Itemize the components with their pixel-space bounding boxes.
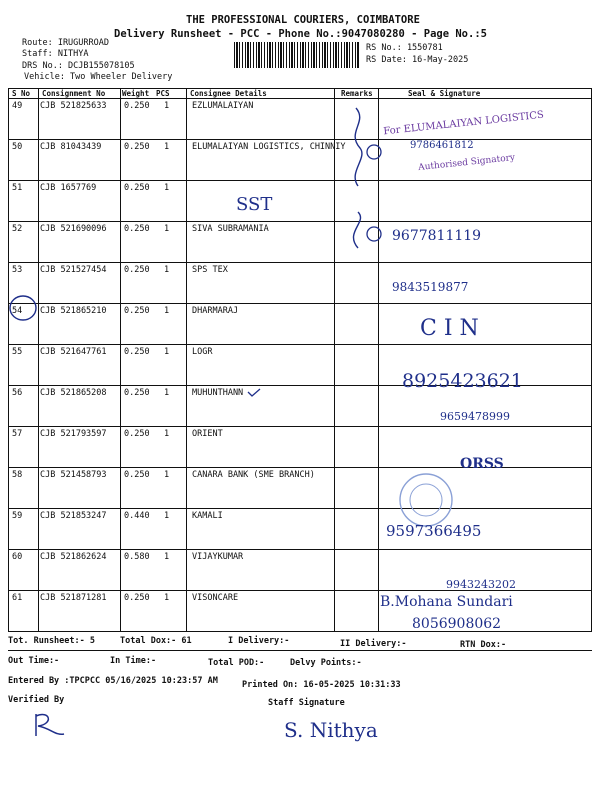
row-consignee: SPS TEX — [192, 265, 228, 275]
row-pcs: 1 — [164, 429, 170, 439]
row-pcs: 1 — [164, 224, 170, 234]
handwritten-name-61: B.Mohana Sundari — [380, 594, 513, 610]
row-sno: 56 — [12, 388, 23, 398]
handwritten-phone-57: 9659478999 — [440, 410, 510, 423]
row-consignment-no: CJB 521527454 — [40, 265, 107, 275]
handwritten-phone-60: 9943243202 — [446, 578, 516, 591]
col-weight-header: Weight — [122, 89, 150, 98]
table-row — [8, 263, 592, 305]
row-sno: 52 — [12, 224, 23, 234]
handwritten-phone-52: 9677811119 — [392, 228, 482, 244]
row-weight: 0.250 — [124, 306, 150, 316]
drs-number: DRS No.: DCJB155078105 — [22, 61, 135, 71]
row-consignment-no: CJB 521865208 — [40, 388, 107, 398]
row-pcs: 1 — [164, 183, 170, 193]
col-consignment-header: Consignment No — [42, 89, 106, 98]
row-pcs: 1 — [164, 101, 170, 111]
staff-label: Staff: NITHYA — [22, 49, 89, 59]
row-weight: 0.250 — [124, 388, 150, 398]
in-time: In Time:- — [110, 656, 157, 666]
row-pcs: 1 — [164, 511, 170, 521]
table-row — [8, 509, 592, 551]
row-consignment-no: CJB 521865210 — [40, 306, 107, 316]
handwritten-phone-53: 9843519877 — [392, 280, 469, 294]
table-row — [8, 427, 592, 469]
row-consignee: VISONCARE — [192, 593, 239, 603]
handwritten-phone-50: 9786461812 — [410, 140, 474, 151]
row-consignee: VIJAYKUMAR — [192, 552, 244, 562]
row-consignee: EZLUMALAIYAN — [192, 101, 254, 111]
rtn-dox: RTN Dox:- — [460, 640, 507, 650]
row-pcs: 1 — [164, 388, 170, 398]
row-weight: 0.250 — [124, 224, 150, 234]
row-weight: 0.250 — [124, 347, 150, 357]
row-consignee: LOGR — [192, 347, 213, 357]
table-row — [8, 222, 592, 264]
table-row — [8, 468, 592, 510]
row-pcs: 1 — [164, 306, 170, 316]
verified-by-label: Verified By — [8, 695, 65, 705]
handwritten-phone-59: 9597366495 — [386, 522, 482, 540]
handwritten-text-55: C I N — [420, 316, 479, 341]
handwritten-text-51: SST — [236, 194, 273, 215]
barcode — [234, 42, 360, 68]
row-consignment-no: CJB 521793597 — [40, 429, 107, 439]
row-sno: 58 — [12, 470, 23, 480]
row-weight: 0.250 — [124, 470, 150, 480]
row-consignee: ORIENT — [192, 429, 223, 439]
row-consignment-no: CJB 1657769 — [40, 183, 97, 193]
row-sno: 53 — [12, 265, 23, 275]
row-sno: 57 — [12, 429, 23, 439]
company-title: THE PROFESSIONAL COURIERS, COIMBATORE — [186, 14, 420, 26]
entered-by: Entered By :TPCPCC 05/16/2025 10:23:57 AM — [8, 676, 218, 686]
row-consignment-no: CJB 521862624 — [40, 552, 107, 562]
row-sno: 60 — [12, 552, 23, 562]
row-weight: 0.250 — [124, 142, 150, 152]
row-pcs: 1 — [164, 142, 170, 152]
handwritten-text-58: ORSS — [460, 456, 504, 472]
row-weight: 0.250 — [124, 265, 150, 275]
row-weight: 0.250 — [124, 429, 150, 439]
row-sno: 61 — [12, 593, 23, 603]
runsheet-table — [8, 88, 592, 632]
row-weight: 0.580 — [124, 552, 150, 562]
total-dox: Total Dox:- 61 — [120, 636, 192, 646]
total-runsheet: Tot. Runsheet:- 5 — [8, 636, 95, 646]
vehicle-label: Vehicle: Two Wheeler Delivery — [24, 72, 173, 82]
staff-handwritten-signature: S. Nithya — [284, 718, 378, 742]
row-consignee: ELUMALAIYAN LOGISTICS, CHINNIY — [192, 142, 346, 152]
authorised-signatory-stamp: Authorised Signatory — [417, 152, 516, 174]
row-sno: 54 — [12, 306, 23, 316]
row-sno: 59 — [12, 511, 23, 521]
col-pcs-header: PCS — [156, 89, 170, 98]
row-consignment-no: CJB 521458793 — [40, 470, 107, 480]
col-sno-header: S No — [12, 89, 31, 98]
row-pcs: 1 — [164, 265, 170, 275]
row-sno: 50 — [12, 142, 23, 152]
table-row — [8, 304, 592, 346]
row-consignment-no: CJB 521825633 — [40, 101, 107, 111]
handwritten-phone-61: 8056908062 — [412, 616, 502, 632]
out-time: Out Time:- — [8, 656, 60, 666]
row-sno: 51 — [12, 183, 23, 193]
table-row — [8, 181, 592, 223]
remarks-scribble — [338, 102, 388, 262]
row-pcs: 1 — [164, 470, 170, 480]
footer-divider — [8, 650, 592, 651]
row-consignment-no: CJB 521871281 — [40, 593, 107, 603]
row-consignee: KAMALI — [192, 511, 223, 521]
row-consignee: MUHUNTHANN — [192, 388, 244, 398]
printed-on: Printed On: 16-05-2025 10:31:33 — [242, 680, 401, 690]
tick-mark — [246, 388, 262, 398]
row-consignee: DHARMARAJ — [192, 306, 239, 316]
runsheet-subtitle: Delivery Runsheet - PCC - Phone No.:9047080280 - Page No.:5 — [114, 28, 487, 40]
row-consignment-no: CJB 81043439 — [40, 142, 102, 152]
row-consignment-no: CJB 521647761 — [40, 347, 107, 357]
row-weight: 0.250 — [124, 593, 150, 603]
row-weight: 0.250 — [124, 101, 150, 111]
company-stamp-text: For ELUMALAIYAN LOGISTICS — [382, 109, 545, 138]
col-consignee-header: Consignee Details — [190, 89, 267, 98]
row-pcs: 1 — [164, 347, 170, 357]
handwritten-phone-56: 8925423621 — [402, 370, 523, 392]
bank-seal-stamp — [394, 470, 458, 530]
i-delivery: I Delivery:- — [228, 636, 290, 646]
row-weight: 0.440 — [124, 511, 150, 521]
row-consignee: CANARA BANK (SME BRANCH) — [192, 470, 315, 480]
rs-number: RS No.: 1550781 — [366, 43, 443, 53]
total-pod: Total POD:- — [208, 658, 265, 668]
row-pcs: 1 — [164, 552, 170, 562]
row-consignee: SIVA SUBRAMANIA — [192, 224, 269, 234]
row-sno: 55 — [12, 347, 23, 357]
route-label: Route: IRUGURROAD — [22, 38, 109, 48]
staff-signature-label: Staff Signature — [268, 698, 345, 708]
rs-date: RS Date: 16-May-2025 — [366, 55, 469, 65]
col-signature-header: Seal & Signature — [408, 89, 481, 98]
verifier-signature — [30, 708, 70, 742]
sno-circle-mark — [8, 294, 40, 324]
delivery-points: Delvy Points:- — [290, 658, 362, 668]
row-sno: 49 — [12, 101, 23, 111]
col-remarks-header: Remarks — [341, 89, 373, 98]
row-pcs: 1 — [164, 593, 170, 603]
ii-delivery: II Delivery:- — [340, 639, 407, 649]
row-consignment-no: CJB 521853247 — [40, 511, 107, 521]
row-weight: 0.250 — [124, 183, 150, 193]
row-consignment-no: CJB 521690096 — [40, 224, 107, 234]
